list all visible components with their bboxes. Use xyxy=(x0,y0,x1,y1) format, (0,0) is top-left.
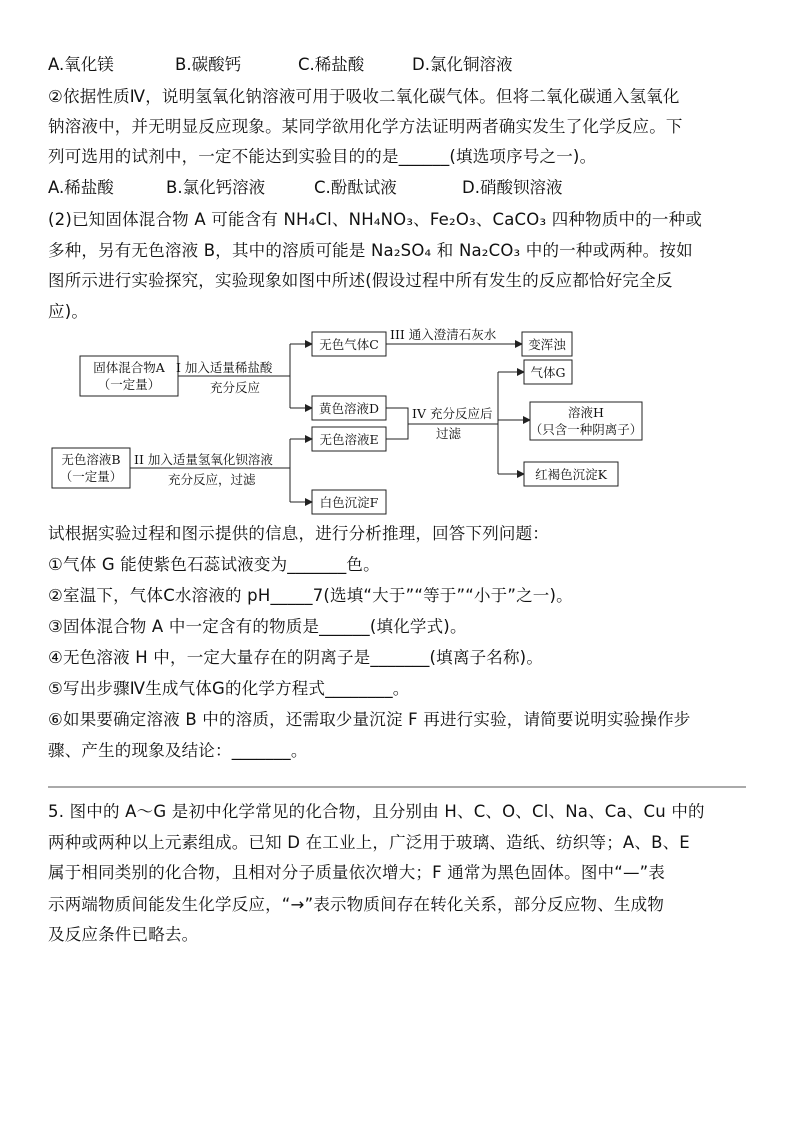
svg-text:变浑浊: 变浑浊 xyxy=(528,337,566,352)
option-b: B.碳酸钙 xyxy=(175,55,242,74)
part-2-line-3: 图所示进行实验探究，实验现象如图中所述(假设过程中所有发生的反应都恰好完全反 xyxy=(48,271,673,290)
step-3-label: III 通入澄清石灰水 xyxy=(390,327,497,342)
svg-text:溶液H: 溶液H xyxy=(568,405,604,420)
svg-text:无色气体C: 无色气体C xyxy=(319,337,379,352)
experiment-flow-diagram xyxy=(40,326,660,518)
problem-5-line-1: 5. 图中的 A～G 是初中化学常见的化合物，且分别由 H、C、O、Cl、Na、Ca、Cu 中的 xyxy=(48,802,705,821)
svg-text:白色沉淀F: 白色沉淀F xyxy=(319,495,379,510)
step-2-condition: 充分反应，过滤 xyxy=(168,472,256,487)
svg-text:红褐色沉淀K: 红褐色沉淀K xyxy=(535,467,607,482)
question-5: ⑤写出步骤Ⅳ生成气体G的化学方程式________。 xyxy=(48,679,410,698)
section-divider xyxy=(48,786,746,788)
problem-5-line-5: 及反应条件已略去。 xyxy=(48,925,199,944)
question-2-line-3: 列可选用的试剂中，一定不能达到实验目的的是______(填选项序号之一)。 xyxy=(48,147,597,166)
svg-text:（一定量）: （一定量） xyxy=(97,377,161,392)
problem-5-line-4: 示两端物质间能发生化学反应，“→”表示物质间存在转化关系，部分反应物、生成物 xyxy=(48,895,665,914)
box-solution-h xyxy=(530,402,643,440)
question-1: ①气体 G 能使紫色石蕊试液变为_______色。 xyxy=(48,555,380,574)
question-6-line-1: ⑥如果要确定溶液 B 中的溶质，还需取少量沉淀 F 再进行实验，请简要说明实验操作步 xyxy=(48,710,691,729)
part-2-line-4: 应)。 xyxy=(48,302,89,321)
option-c: C.酚酞试液 xyxy=(314,178,397,197)
step-1-condition: 充分反应 xyxy=(210,380,261,395)
question-4: ④无色溶液 H 中，一定大量存在的阴离子是_______(填离子名称)。 xyxy=(48,648,544,667)
part-2-line-1: (2)已知固体混合物 A 可能含有 NH₄Cl、NH₄NO₃、Fe₂O₃、CaCO₃ 四种物质中的一种或 xyxy=(48,210,703,229)
box-turbid xyxy=(522,332,572,356)
svg-text:固体混合物A: 固体混合物A xyxy=(93,360,165,375)
questions-intro: 试根据实验过程和图示提供的信息，进行分析推理，回答下列问题： xyxy=(48,524,549,543)
step-4-condition: 过滤 xyxy=(436,426,462,441)
option-a: A.稀盐酸 xyxy=(48,178,114,197)
svg-text:黄色溶液D: 黄色溶液D xyxy=(318,401,380,416)
step-2-label: II 加入适量氢氧化钡溶液 xyxy=(134,452,273,467)
svg-text:（一定量）: （一定量） xyxy=(59,469,123,484)
option-c: C.稀盐酸 xyxy=(298,55,365,74)
option-a: A.氧化镁 xyxy=(48,55,114,74)
svg-text:气体G: 气体G xyxy=(530,365,566,380)
box-colorless-solution-e xyxy=(312,427,386,451)
part-2-line-2: 多种，另有无色溶液 B，其中的溶质可能是 Na₂SO₄ 和 Na₂CO₃ 中的一种或两种。按如 xyxy=(48,241,693,260)
step-1-label: I 加入适量稀盐酸 xyxy=(176,360,273,375)
box-red-brown-precipitate-k xyxy=(524,462,618,486)
box-colorless-gas-c xyxy=(312,332,386,356)
question-2-line-1: ②依据性质Ⅳ，说明氢氧化钠溶液可用于吸收二氧化碳气体。但将二氧化碳通入氢氧化 xyxy=(48,87,680,106)
svg-text:（只含一种阴离子）: （只含一种阴离子） xyxy=(529,422,643,437)
question-3: ③固体混合物 A 中一定含有的物质是______(填化学式)。 xyxy=(48,617,467,636)
svg-text:无色溶液E: 无色溶液E xyxy=(319,432,379,447)
option-d: D.氯化铜溶液 xyxy=(412,55,513,74)
option-d: D.硝酸钡溶液 xyxy=(462,178,563,197)
box-solid-mixture-a xyxy=(80,356,178,396)
box-yellow-solution-d xyxy=(312,396,386,420)
problem-5-line-3: 属于相同类别的化合物，且相对分子质量依次增大；F 通常为黑色固体。图中“—”表 xyxy=(48,863,666,882)
option-b: B.氯化钙溶液 xyxy=(166,178,266,197)
question-2: ②室温下，气体C水溶液的 pH_____7(选填“大于”“等于”“小于”之一)。 xyxy=(48,586,573,605)
step-4-label: IV 充分反应后 xyxy=(412,406,493,421)
svg-text:无色溶液B: 无色溶液B xyxy=(61,452,121,467)
question-6-line-2: 骤、产生的现象及结论：_______。 xyxy=(48,741,308,760)
box-gas-g xyxy=(524,360,572,384)
question-2-line-2: 钠溶液中，并无明显反应现象。某同学欲用化学方法证明两者确实发生了化学反应。下 xyxy=(48,117,683,136)
problem-5-line-2: 两种或两种以上元素组成。已知 D 在工业上，广泛用于玻璃、造纸、纺织等；A、B、E xyxy=(48,833,690,852)
box-white-precipitate-f xyxy=(312,490,386,514)
box-colorless-solution-b xyxy=(52,448,130,488)
